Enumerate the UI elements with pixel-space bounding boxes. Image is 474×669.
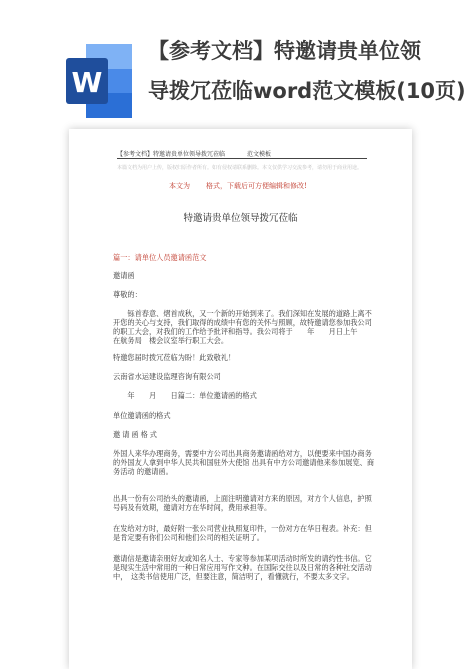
paragraph-body-1: 铄首春意、熠首成秋，又一个新的开始到来了。我们深知在发展的道路上离不开您的关心与支持，我们取得的成绩中有您的关怀与照顾，故特邀请您参加我公司的职工大会，对我们的工作给予批评和指导。我公司将于 年 月日上午 在航务局 楼会议室举行职工大会。 xyxy=(113,309,372,345)
paragraph-invite: 邀请函 xyxy=(113,271,135,280)
paragraph-format-2: 邀请函格式 xyxy=(113,430,159,439)
page-title-line-1: 【参考文档】特邀请贵单位领 xyxy=(148,39,421,63)
running-header xyxy=(117,149,367,158)
paragraph-format-1: 单位邀请函的格式 xyxy=(113,411,171,420)
paragraph-body-5: 在发给对方时，最好附一张公司营业执照复印件，一份对方在华日程表。补充：但是肯定要有你们公司和他们公司的相关证明了。 xyxy=(113,524,372,542)
document-title: 特邀请贵单位领导拨冗莅临 xyxy=(183,213,298,224)
paragraph-body-4: 出具一份有公司抬头的邀请函，上面注明邀请对方来的原因，对方个人信息，护照号码及有效期，邀请对方在华时间，费用承担等。 xyxy=(113,494,372,512)
section-heading-1: 篇一：请单位人员邀请函范文 xyxy=(113,253,207,262)
format-note xyxy=(169,181,307,191)
paragraph-body-3: 外国人来华办理商务，需要中方公司出具商务邀请函给对方，以便要来中国办商务的外国友人拿到中华人民共和国驻外大使馆 出具有中方公司邀请他来参加展览、商务活动 的邀请函。 xyxy=(113,449,375,476)
page-title-line-2: 导拨冗莅临word范文模板(10页) xyxy=(148,79,466,103)
paragraph-body-2: 特邀您届时拨冗莅临为盼！此致敬礼！ xyxy=(113,353,236,362)
running-header-left: 【参考文档】特邀请贵单位领导拨冗莅临 xyxy=(117,151,226,158)
format-note-a: 本文为 xyxy=(169,182,190,190)
running-header-right: 范文模板 xyxy=(247,151,272,158)
paragraph-date-section-2: 年 月 日篇二：单位邀请函的格式 xyxy=(113,391,257,400)
paragraph-company: 云南省水运建设监理咨询有限公司 xyxy=(113,372,221,381)
paragraph-body-6: 邀请信是邀请亲朋好友或知名人士、专家等参加某项活动时所发的请约性书信。它是现实生活中常用的一种日常应用写作文种。在国际交往以及日常的各种社交活动中， 这类书信使用广泛，但要注意，简洁明了，看懂就行，不要太多文字。 xyxy=(113,554,372,581)
header-divider xyxy=(117,158,367,159)
paragraph-salutation: 尊敬的： xyxy=(113,290,142,299)
format-note-b: 格式，下载后可方便编辑和修改! xyxy=(206,182,307,190)
watermark-text: 本篇文档为用户上传，版权归原作者所有。如有侵权请联系删除。本文仅供学习交流参考，请勿用于商业用途。 xyxy=(117,165,363,171)
document-page xyxy=(69,129,412,669)
word-logo-icon xyxy=(64,40,134,122)
word-logo-letter: W xyxy=(71,66,103,99)
